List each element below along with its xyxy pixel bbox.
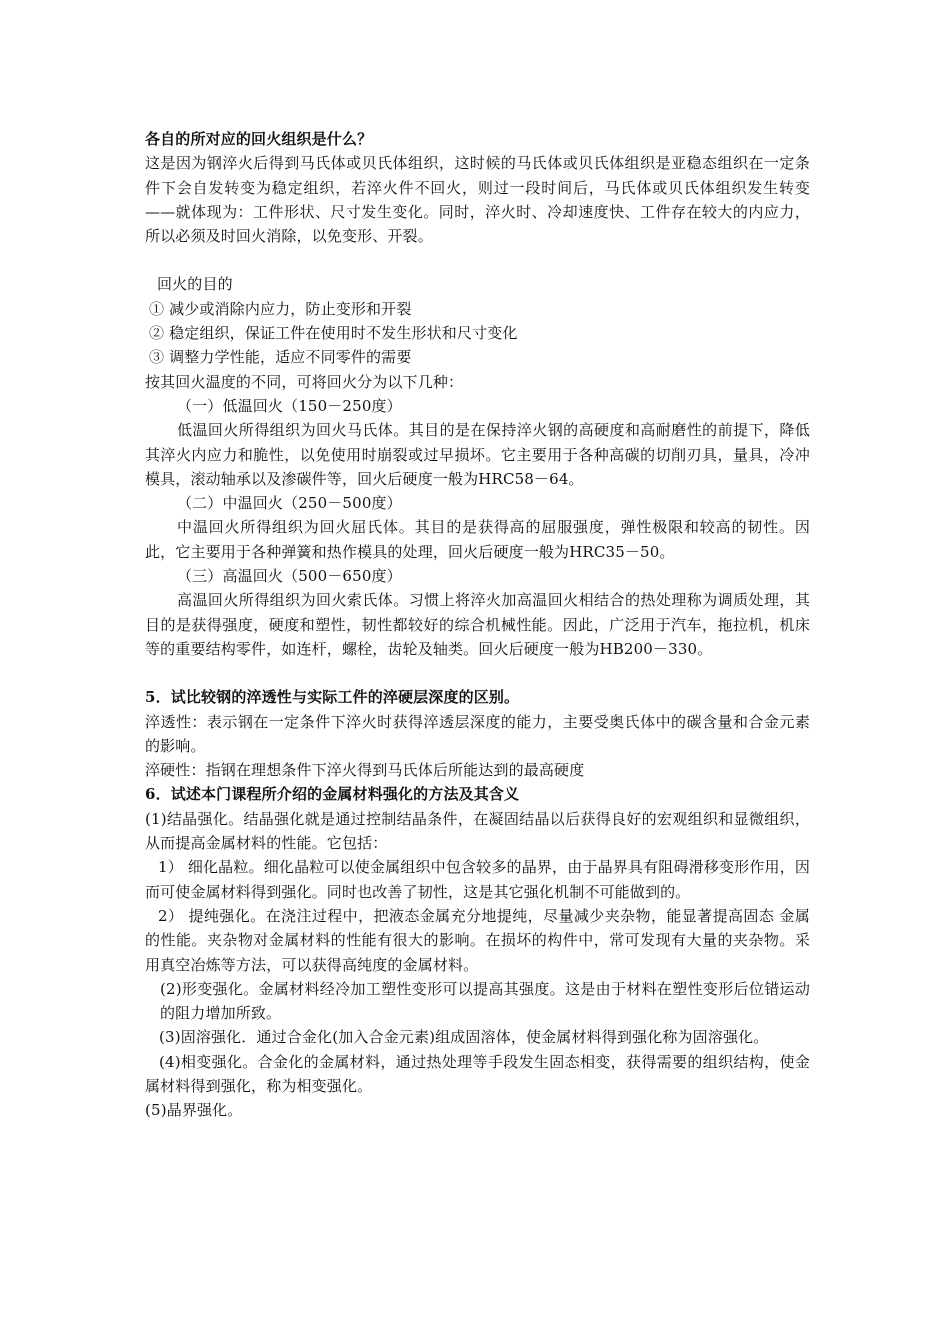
mid-temp-text: 中温回火所得组织为回火屈氏体。其目的是获得高的屈服强度，弹性极限和较高的韧性。因此，它主要用于各种弹簧和热作模具的处理，回火后硬度一般为HRC35－50。 xyxy=(145,518,810,561)
question-6-item-2: (2)形变强化。金属材料经冷加工塑性变形可以提高其强度。这是由于材料在塑性变形后位错运动的阻力增加所致。 xyxy=(160,979,810,1023)
question-5-answer-1: 淬透性：表示钢在一定条件下淬火时获得淬透层深度的能力，主要受奥氏体中的碳含量和合金元素的影响。 xyxy=(145,712,810,755)
question-6-item-4: (4)相变强化。合金化的金属材料，通过热处理等手段发生固态相变，获得需要的组织结构，使金属材料得到强化，称为相变强化。 xyxy=(145,1052,810,1095)
classify-intro: 按其回火温度的不同，可将回火分为以下几种： xyxy=(145,372,464,391)
purpose-item: ① 减少或消除内应力，防止变形和开裂 xyxy=(149,299,412,318)
mid-temp-title: （二）中温回火（250－500度） xyxy=(177,494,402,513)
document-page xyxy=(145,127,810,1123)
high-temp-text: 高温回火所得组织为回火索氏体。习惯上将淬火加高温回火相结合的热处理称为调质处理，其目的是获得强度，硬度和塑性，韧性都较好的综合机械性能。因此，广泛用于汽车，拖拉机，机床等的重要结构零件，如连杆，螺栓，齿轮及轴类。回火后硬度一般为HB200－330。 xyxy=(145,591,810,658)
question-4-title: 各自的所对应的回火组织是什么？ xyxy=(145,130,373,148)
question-4-answer: 这是因为钢淬火后得到马氏体或贝氏体组织，这时候的马氏体或贝氏体组织是亚稳态组织在一定条件下会自发转变为稳定组织，若淬火件不回火，则过一段时间后，马氏体或贝氏体组织发生转变——就体现为：工件形状、尺寸发生变化。同时，淬火时、冷却速度快、工件存在较大的内应力，所以必须及时回火消除，以免变形、开裂。 xyxy=(145,154,810,246)
question-6-item-1-2: 2） 提纯强化。在浇注过程中，把液态金属充分地提纯，尽量减少夹杂物，能显著提高固态 金属的性能。夹杂物对金属材料的性能有很大的影响。在损坏的构件中，常可发现有大量的夹杂物。采用真空冶炼等方法，可以获得高纯度的金属材料。 xyxy=(145,906,810,974)
purpose-item: ② 稳定组织，保证工件在使用时不发生形状和尺寸变化 xyxy=(149,324,518,343)
low-temp-text: 低温回火所得组织为回火马氏体。其目的是在保持淬火钢的高硬度和高耐磨性的前提下，降低其淬火内应力和脆性，以免使用时崩裂或过早损坏。它主要用于各种高碳的切削刃具，量具，冷冲模具，滚动轴承以及渗碳件等，回火后硬度一般为HRC58－64。 xyxy=(145,421,810,488)
question-6-item-5: (5)晶界强化。 xyxy=(145,1101,243,1120)
low-temp-title: （一）低温回火（150－250度） xyxy=(177,396,402,415)
question-5-answer-2: 淬硬性：指钢在理想条件下淬火得到马氏体后所能达到的最高硬度 xyxy=(145,761,585,780)
purpose-heading: 回火的目的 xyxy=(157,275,233,294)
high-temp-title: （三）高温回火（500－650度） xyxy=(177,567,402,586)
question-5-title: 5．试比较钢的淬透性与实际工件的淬硬层深度的区别。 xyxy=(145,688,520,707)
blank-line xyxy=(145,248,810,272)
question-6-item-3: (3)固溶强化．通过合金化(加入合金元素)组成固溶体，使金属材料得到强化称为固溶强化。 xyxy=(159,1028,769,1047)
purpose-item: ③ 调整力学性能，适应不同零件的需要 xyxy=(149,348,412,367)
question-6-title: 6．试述本门课程所介绍的金属材料强化的方法及其含义 xyxy=(145,785,520,804)
question-6-item-1-1: 1） 细化晶粒。细化晶粒可以使金属组织中包含较多的晶界，由于晶界具有阻碍滑移变形作用，因而可使金属材料得到强化。同时也改善了韧性，这是其它强化机制不可能做到的。 xyxy=(145,858,810,901)
question-6-item-1: (1)结晶强化。结晶强化就是通过控制结晶条件，在凝固结晶以后获得良好的宏观组织和显微组织，从而提高金属材料的性能。它包括： xyxy=(145,809,810,853)
blank-line xyxy=(145,661,810,685)
